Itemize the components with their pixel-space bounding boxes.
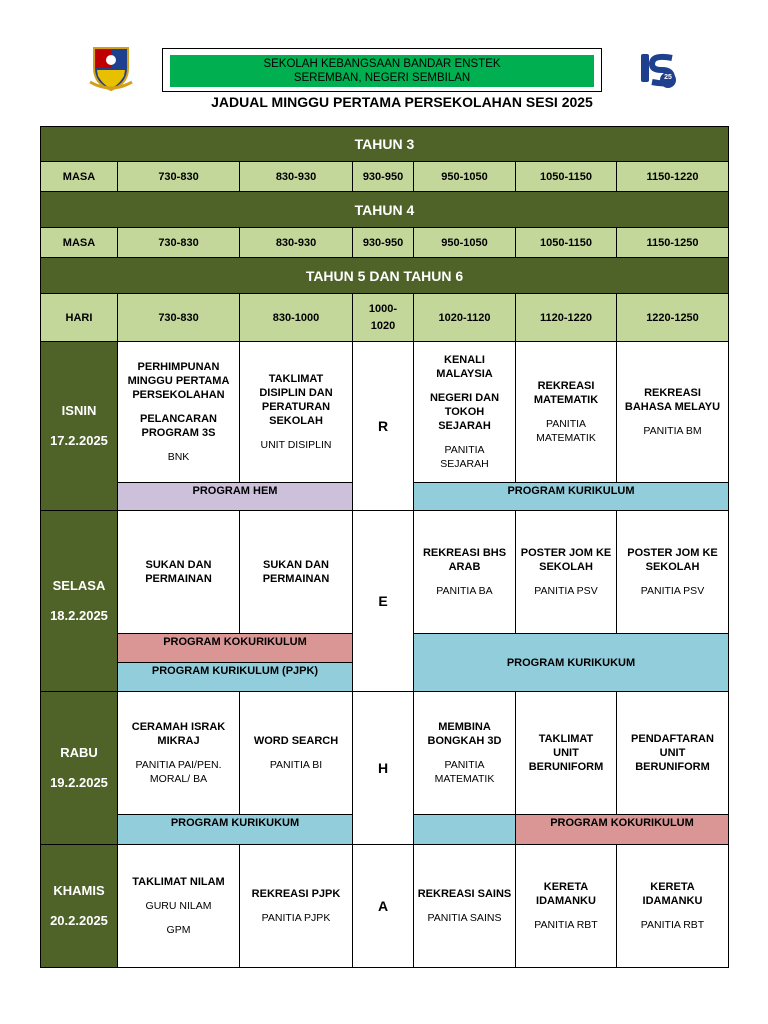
rabu-slot-1-l2: MIKRAJ bbox=[157, 735, 200, 747]
isnin-slot-4-l2: MALAYSIA bbox=[436, 368, 493, 380]
rabu-slot-4-l3: PANITIA bbox=[444, 759, 485, 771]
rabu-band-kokurikulum: PROGRAM KOKURIKULUM bbox=[515, 814, 729, 845]
isnin-slot-4-l6: PANITIA bbox=[444, 444, 485, 456]
khamis-slot-6 bbox=[616, 844, 729, 968]
day-rabu bbox=[40, 691, 118, 845]
day-isnin-date: 17.2.2025 bbox=[50, 433, 108, 448]
isnin-slot-2-l2: DISIPLIN DAN bbox=[259, 387, 333, 399]
tahun56-col-3 bbox=[352, 293, 414, 342]
school-crest-logo bbox=[88, 42, 134, 92]
isnin-slot-5-l1: REKREASI bbox=[537, 380, 595, 392]
rabu-slot-6-l3: BERUNIFORM bbox=[635, 761, 710, 773]
isnin-slot-4-l4: TOKOH bbox=[444, 406, 485, 418]
khamis-slot-2 bbox=[239, 844, 353, 968]
day-isnin-name: ISNIN bbox=[61, 403, 97, 418]
tahun3-col-1: 730-830 bbox=[117, 161, 240, 192]
isnin-slot-6-l3: PANITIA BM bbox=[643, 425, 702, 437]
rabu-slot-6 bbox=[616, 691, 729, 815]
khamis-slot-4-l2: PANITIA SAINS bbox=[427, 912, 502, 924]
rabu-slot-5-l1: TAKLIMAT bbox=[538, 733, 594, 745]
rabu-slot-5 bbox=[515, 691, 617, 815]
isnin-slot-1-l6: BNK bbox=[167, 451, 190, 463]
rabu-slot-4-l2: BONGKAH 3D bbox=[427, 735, 502, 747]
isnin-slot-1 bbox=[117, 341, 240, 483]
tahun3-header: TAHUN 3 bbox=[40, 126, 729, 162]
school-name: SEKOLAH KEBANGSAAN BANDAR ENSTEK bbox=[263, 58, 501, 70]
selasa-slot-2 bbox=[239, 510, 353, 634]
tahun4-col-1: 730-830 bbox=[117, 227, 240, 258]
day-rabu-name: RABU bbox=[60, 745, 98, 760]
selasa-band-kokurikulum: PROGRAM KOKURIKULUM bbox=[117, 633, 353, 663]
tahun56-col-6: 1220-1250 bbox=[616, 293, 729, 342]
tahun4-col-3: 930-950 bbox=[352, 227, 414, 258]
khamis-slot-4-l1: REKREASI SAINS bbox=[417, 888, 512, 900]
khamis-slot-2-l2: PANITIA PJPK bbox=[261, 912, 331, 924]
tahun3-col-4: 950-1050 bbox=[413, 161, 516, 192]
tahun3-col-2: 830-930 bbox=[239, 161, 353, 192]
khamis-slot-4 bbox=[413, 844, 516, 968]
tahun4-col-4: 950-1050 bbox=[413, 227, 516, 258]
isnin-slot-5 bbox=[515, 341, 617, 483]
day-khamis-name: KHAMIS bbox=[53, 883, 105, 898]
day-selasa-name: SELASA bbox=[52, 578, 106, 593]
rabu-slot-1-l1: CERAMAH ISRAK bbox=[131, 721, 226, 733]
day-rabu-date: 19.2.2025 bbox=[50, 775, 108, 790]
selasa-slot-1-l1: SUKAN DAN bbox=[145, 559, 212, 571]
isnin-slot-2-l5: UNIT DISIPLIN bbox=[260, 439, 332, 451]
selasa-slot-5-l2: SEKOLAH bbox=[539, 561, 593, 573]
selasa-slot-5-l3: PANITIA PSV bbox=[534, 585, 598, 597]
isnin-slot-5-l2: MATEMATIK bbox=[533, 394, 599, 406]
tahun4-col-5: 1050-1150 bbox=[515, 227, 617, 258]
selasa-slot-5 bbox=[515, 510, 617, 634]
tahun4-col-masa: MASA bbox=[40, 227, 118, 258]
isnin-band-hem: PROGRAM HEM bbox=[117, 482, 353, 511]
tahun56-col-5: 1120-1220 bbox=[515, 293, 617, 342]
selasa-slot-6-l3: PANITIA PSV bbox=[640, 585, 705, 597]
selasa-slot-6-l1: POSTER JOM KE bbox=[627, 547, 718, 559]
isnin-slot-6-l1: REKREASI bbox=[644, 387, 701, 399]
rabu-slot-5-l2: UNIT bbox=[553, 747, 579, 759]
day-khamis-date: 20.2.2025 bbox=[50, 913, 108, 928]
khamis-slot-5-l1: KERETA bbox=[543, 881, 589, 893]
isnin-slot-4-l3: NEGERI DAN bbox=[429, 392, 500, 404]
rabu-band-blank bbox=[413, 814, 516, 845]
rabu-band-kurikulum: PROGRAM KURIKUKUM bbox=[117, 814, 353, 845]
rabu-slot-1-l3: PANITIA PAI/PEN. bbox=[135, 759, 222, 771]
isnin-slot-1-l4: PELANCARAN bbox=[140, 413, 217, 425]
tahun4-col-6: 1150-1250 bbox=[616, 227, 729, 258]
isnin-slot-1-l2: MINGGU PERTAMA bbox=[127, 375, 230, 387]
isnin-slot-4-l7: SEJARAH bbox=[440, 458, 489, 470]
tahun3-col-5: 1050-1150 bbox=[515, 161, 617, 192]
tahun56-col-2: 830-1000 bbox=[239, 293, 353, 342]
khamis-slot-6-l1: KERETA bbox=[650, 881, 695, 893]
day-isnin bbox=[40, 341, 118, 511]
selasa-slot-1-l2: PERMAINAN bbox=[145, 573, 212, 585]
selasa-slot-5-l1: POSTER JOM KE bbox=[520, 547, 612, 559]
rabu-slot-4 bbox=[413, 691, 516, 815]
isnin-slot-1-l1: PERHIMPUNAN bbox=[137, 361, 220, 373]
rabu-slot-6-l1: PENDAFTARAN bbox=[631, 733, 714, 745]
tahun56-col-3-line2: 1020 bbox=[370, 319, 396, 332]
school-banner bbox=[162, 48, 602, 92]
tahun3-col-masa: MASA bbox=[40, 161, 118, 192]
isnin-slot-5-l3: PANITIA bbox=[545, 418, 587, 430]
selasa-slot-1 bbox=[117, 510, 240, 634]
selasa-band-pjpk: PROGRAM KURIKULUM (PJPK) bbox=[117, 662, 353, 692]
khamis-slot-2-l1: REKREASI PJPK bbox=[251, 888, 341, 900]
selasa-slot-4-l1: REKREASI BHS bbox=[422, 547, 507, 559]
rabu-slot-4-l4: MATEMATIK bbox=[434, 773, 495, 785]
tahun4-header: TAHUN 4 bbox=[40, 191, 729, 228]
page-title: JADUAL MINGGU PERTAMA PERSEKOLAHAN SESI 2025 bbox=[211, 94, 593, 110]
rabu-slot-1 bbox=[117, 691, 240, 815]
program-logo-number: 25 bbox=[664, 74, 672, 81]
tahun4-col-2: 830-930 bbox=[239, 227, 353, 258]
isnin-slot-6-l2: BAHASA MELAYU bbox=[624, 401, 721, 413]
isnin-band-kurikulum: PROGRAM KURIKULUM bbox=[413, 482, 729, 511]
school-location: SEREMBAN, NEGERI SEMBILAN bbox=[293, 72, 471, 84]
isnin-slot-1-l5: PROGRAM 3S bbox=[141, 427, 216, 439]
isnin-slot-2-l3: PERATURAN bbox=[261, 401, 331, 413]
isnin-slot-6 bbox=[616, 341, 729, 483]
selasa-slot-6-l2: SEKOLAH bbox=[645, 561, 700, 573]
tahun56-col-1: 730-830 bbox=[117, 293, 240, 342]
day-selasa-date: 18.2.2025 bbox=[50, 608, 108, 623]
khamis-slot-1-l2: GURU NILAM bbox=[145, 900, 212, 912]
selasa-slot-6 bbox=[616, 510, 729, 634]
rabu-slot-5-l3: BERUNIFORM bbox=[528, 761, 604, 773]
rehat-h: H bbox=[352, 691, 414, 845]
rehat-a: A bbox=[352, 844, 414, 968]
isnin-slot-4 bbox=[413, 341, 516, 483]
isnin-slot-2-l1: TAKLIMAT bbox=[268, 373, 324, 385]
isnin-slot-5-l4: MATEMATIK bbox=[536, 432, 596, 444]
day-selasa bbox=[40, 510, 118, 692]
isnin-slot-1-l3: PERSEKOLAHAN bbox=[132, 389, 225, 401]
selasa-slot-2-l2: PERMAINAN bbox=[262, 573, 330, 585]
rabu-slot-2-l2: PANITIA BI bbox=[269, 759, 323, 771]
khamis-slot-5-l3: PANITIA RBT bbox=[534, 919, 598, 931]
khamis-slot-6-l2: IDAMANKU bbox=[642, 895, 703, 907]
isnin-slot-4-l1: KENALI bbox=[444, 354, 485, 366]
khamis-slot-5-l2: IDAMANKU bbox=[536, 895, 596, 907]
khamis-slot-1 bbox=[117, 844, 240, 968]
isnin-slot-4-l5: SEJARAH bbox=[438, 420, 491, 432]
tahun56-col-3-line1: 1000- bbox=[368, 302, 398, 315]
selasa-slot-4 bbox=[413, 510, 516, 634]
selasa-slot-4-l2: ARAB bbox=[448, 561, 481, 573]
tahun56-header: TAHUN 5 DAN TAHUN 6 bbox=[40, 257, 729, 294]
selasa-slot-2-l1: SUKAN DAN bbox=[263, 559, 329, 571]
tahun56-col-hari: HARI bbox=[40, 293, 118, 342]
selasa-band-kurikulum: PROGRAM KURIKUKUM bbox=[413, 633, 729, 692]
school-banner-fill bbox=[170, 55, 594, 87]
khamis-slot-6-l3: PANITIA RBT bbox=[640, 919, 705, 931]
isnin-slot-2-l4: SEKOLAH bbox=[269, 415, 323, 427]
khamis-slot-5 bbox=[515, 844, 617, 968]
rabu-slot-6-l2: UNIT bbox=[659, 747, 686, 759]
selasa-slot-4-l3: PANITIA BA bbox=[436, 585, 493, 597]
tahun3-col-3: 930-950 bbox=[352, 161, 414, 192]
rabu-slot-2 bbox=[239, 691, 353, 815]
tahun3-col-6: 1150-1220 bbox=[616, 161, 729, 192]
isnin-slot-2 bbox=[239, 341, 353, 483]
khamis-slot-1-l3: GPM bbox=[166, 924, 191, 936]
tahun56-col-4: 1020-1120 bbox=[413, 293, 516, 342]
khamis-slot-1-l1: TAKLIMAT NILAM bbox=[132, 876, 225, 888]
rabu-slot-2-l1: WORD SEARCH bbox=[253, 735, 339, 747]
rehat-e: E bbox=[352, 510, 414, 692]
day-khamis bbox=[40, 844, 118, 968]
rehat-r: R bbox=[352, 341, 414, 511]
rabu-slot-1-l4: MORAL/ BA bbox=[149, 773, 208, 785]
program-logo bbox=[638, 50, 680, 90]
rabu-slot-4-l1: MEMBINA bbox=[438, 721, 491, 733]
